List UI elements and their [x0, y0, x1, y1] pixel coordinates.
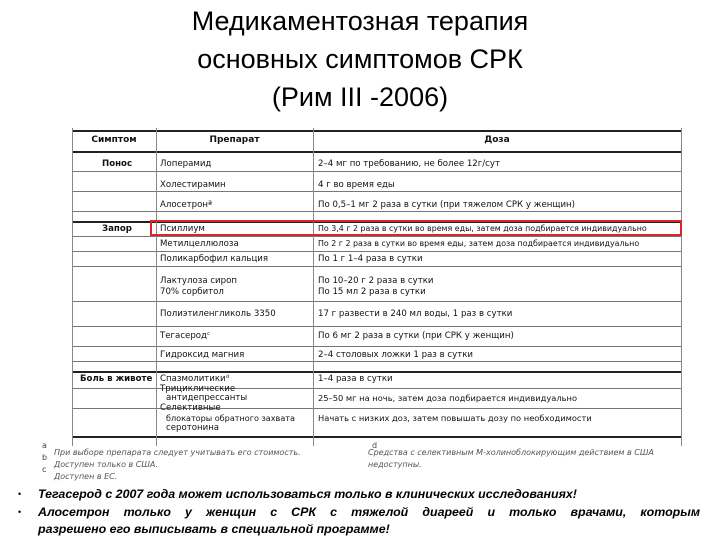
header-drug: Препарат	[209, 135, 260, 145]
row-line	[72, 211, 682, 212]
drug-cell: Метилцеллюлоза	[160, 239, 239, 249]
drug-cell: Холестирамин	[160, 180, 226, 190]
bullet-text-tegaserod: Тегасерод с 2007 года может использоваться только в клинических исследованиях!	[38, 487, 577, 501]
row-line	[72, 251, 682, 252]
row-line	[72, 236, 682, 237]
drug-cell: Гидроксид магния	[160, 350, 245, 360]
drug-cell: антидепрессанты	[166, 393, 248, 403]
row-line	[72, 326, 682, 327]
drug-cell: Алосетронª	[160, 200, 213, 210]
slide-title	[0, 2, 720, 116]
col-line	[72, 128, 73, 446]
symptom-cell: Запор	[102, 224, 132, 234]
highlight-box	[150, 220, 682, 236]
footnote-d: Средства с селективным М-холиноблокирующим действием в США	[368, 448, 654, 457]
footnote-a: При выборе препарата следует учитывать его стоимость.	[54, 448, 301, 457]
drug-cell: Лоперамид	[160, 159, 212, 169]
footnote-d-cont: недоступны.	[368, 460, 422, 469]
dose-cell: По 6 мг 2 раза в сутки (при СРК у женщин)	[318, 331, 514, 341]
footnote-mark: b	[42, 453, 48, 462]
row-line	[72, 191, 682, 192]
drug-cell: Тегасеродᶜ	[160, 331, 211, 341]
drug-cell: Селективные	[160, 403, 221, 413]
title-line-1: Медикаментозная терапия	[191, 6, 529, 36]
drug-cell: Псиллиум	[160, 224, 205, 234]
symptom-cell: Боль в животе	[80, 374, 153, 384]
dose-cell: По 1 г 1–4 раза в сутки	[318, 254, 423, 264]
dose-cell: По 15 мл 2 раза в сутки	[318, 287, 426, 297]
dose-cell: 1–4 раза в сутки	[318, 374, 393, 384]
drug-cell: Лактулоза сироп	[160, 276, 237, 286]
drug-cell: Полиэтиленгликоль 3350	[160, 309, 276, 319]
bullet-text-alosetron: Алосетрон только у женщин с СРК с тяжелой диареей и только врачами, которым	[38, 505, 700, 519]
footnotes	[42, 441, 702, 484]
dose-cell: По 10–20 г 2 раза в сутки	[318, 276, 434, 286]
col-line	[681, 128, 682, 446]
row-line	[72, 361, 682, 362]
header-bottom-border	[72, 151, 682, 153]
symptom-cell: Понос	[102, 159, 133, 169]
bullet-text-alosetron-cont: разрешено его выписывать в специальной программе!	[38, 522, 390, 536]
row-line	[72, 171, 682, 172]
drug-cell: блокаторы обратного захвата	[166, 413, 295, 423]
dose-cell: 4 г во время еды	[318, 180, 395, 190]
dose-cell: По 3,4 г 2 раза в сутки во время еды, затем доза подбирается индивидуально	[318, 224, 647, 233]
therapy-table	[72, 128, 682, 446]
footnote-mark: a	[42, 441, 47, 450]
dose-cell: 25–50 мг на ночь, затем доза подбирается индивидуально	[318, 393, 578, 403]
therapy-table-scan	[72, 128, 682, 446]
dose-cell: 2–4 мг по требованию, не более 12г/сут	[318, 159, 500, 169]
table-top-border	[72, 130, 682, 132]
header-symptom: Симптом	[91, 135, 137, 145]
drug-cell: Трициклические	[160, 384, 236, 394]
footnote-mark: d	[372, 441, 378, 450]
drug-cell: Спазмолитикиᵈ	[160, 374, 230, 384]
dose-cell: Начать с низких доз, затем повышать дозу по необходимости	[318, 413, 592, 423]
row-line	[72, 266, 682, 267]
footnote-mark: c	[42, 465, 47, 474]
title-line-3: (Рим III -2006)	[271, 82, 449, 112]
dose-cell: 17 г развести в 240 мл воды, 1 раз в сутки	[318, 309, 513, 319]
footnote-c: Доступен в ЕС.	[54, 472, 118, 481]
bullet-marker: •	[18, 507, 22, 517]
footnote-b: Доступен только в США.	[54, 460, 158, 469]
dose-cell: По 2 г 2 раза в сутки во время еды, затем доза подбирается индивидуально	[318, 239, 640, 248]
header-dose: Доза	[484, 135, 510, 145]
drug-cell: Поликарбофил кальция	[160, 254, 269, 264]
drug-cell: 70% сорбитол	[160, 287, 224, 297]
table-bottom-border	[72, 436, 682, 438]
bullet-marker: •	[18, 489, 22, 499]
row-line	[72, 346, 682, 347]
col-line	[313, 128, 314, 446]
dose-cell: По 0,5–1 мг 2 раза в сутки (при тяжелом СРК у женщин)	[318, 200, 575, 210]
section-divider-pain	[72, 371, 682, 373]
title-line-2: основных симптомов СРК	[197, 44, 523, 74]
row-line	[72, 301, 682, 302]
dose-cell: 2–4 столовых ложки 1 раз в сутки	[318, 350, 473, 360]
col-line	[156, 128, 157, 446]
drug-cell: серотонина	[166, 423, 220, 433]
